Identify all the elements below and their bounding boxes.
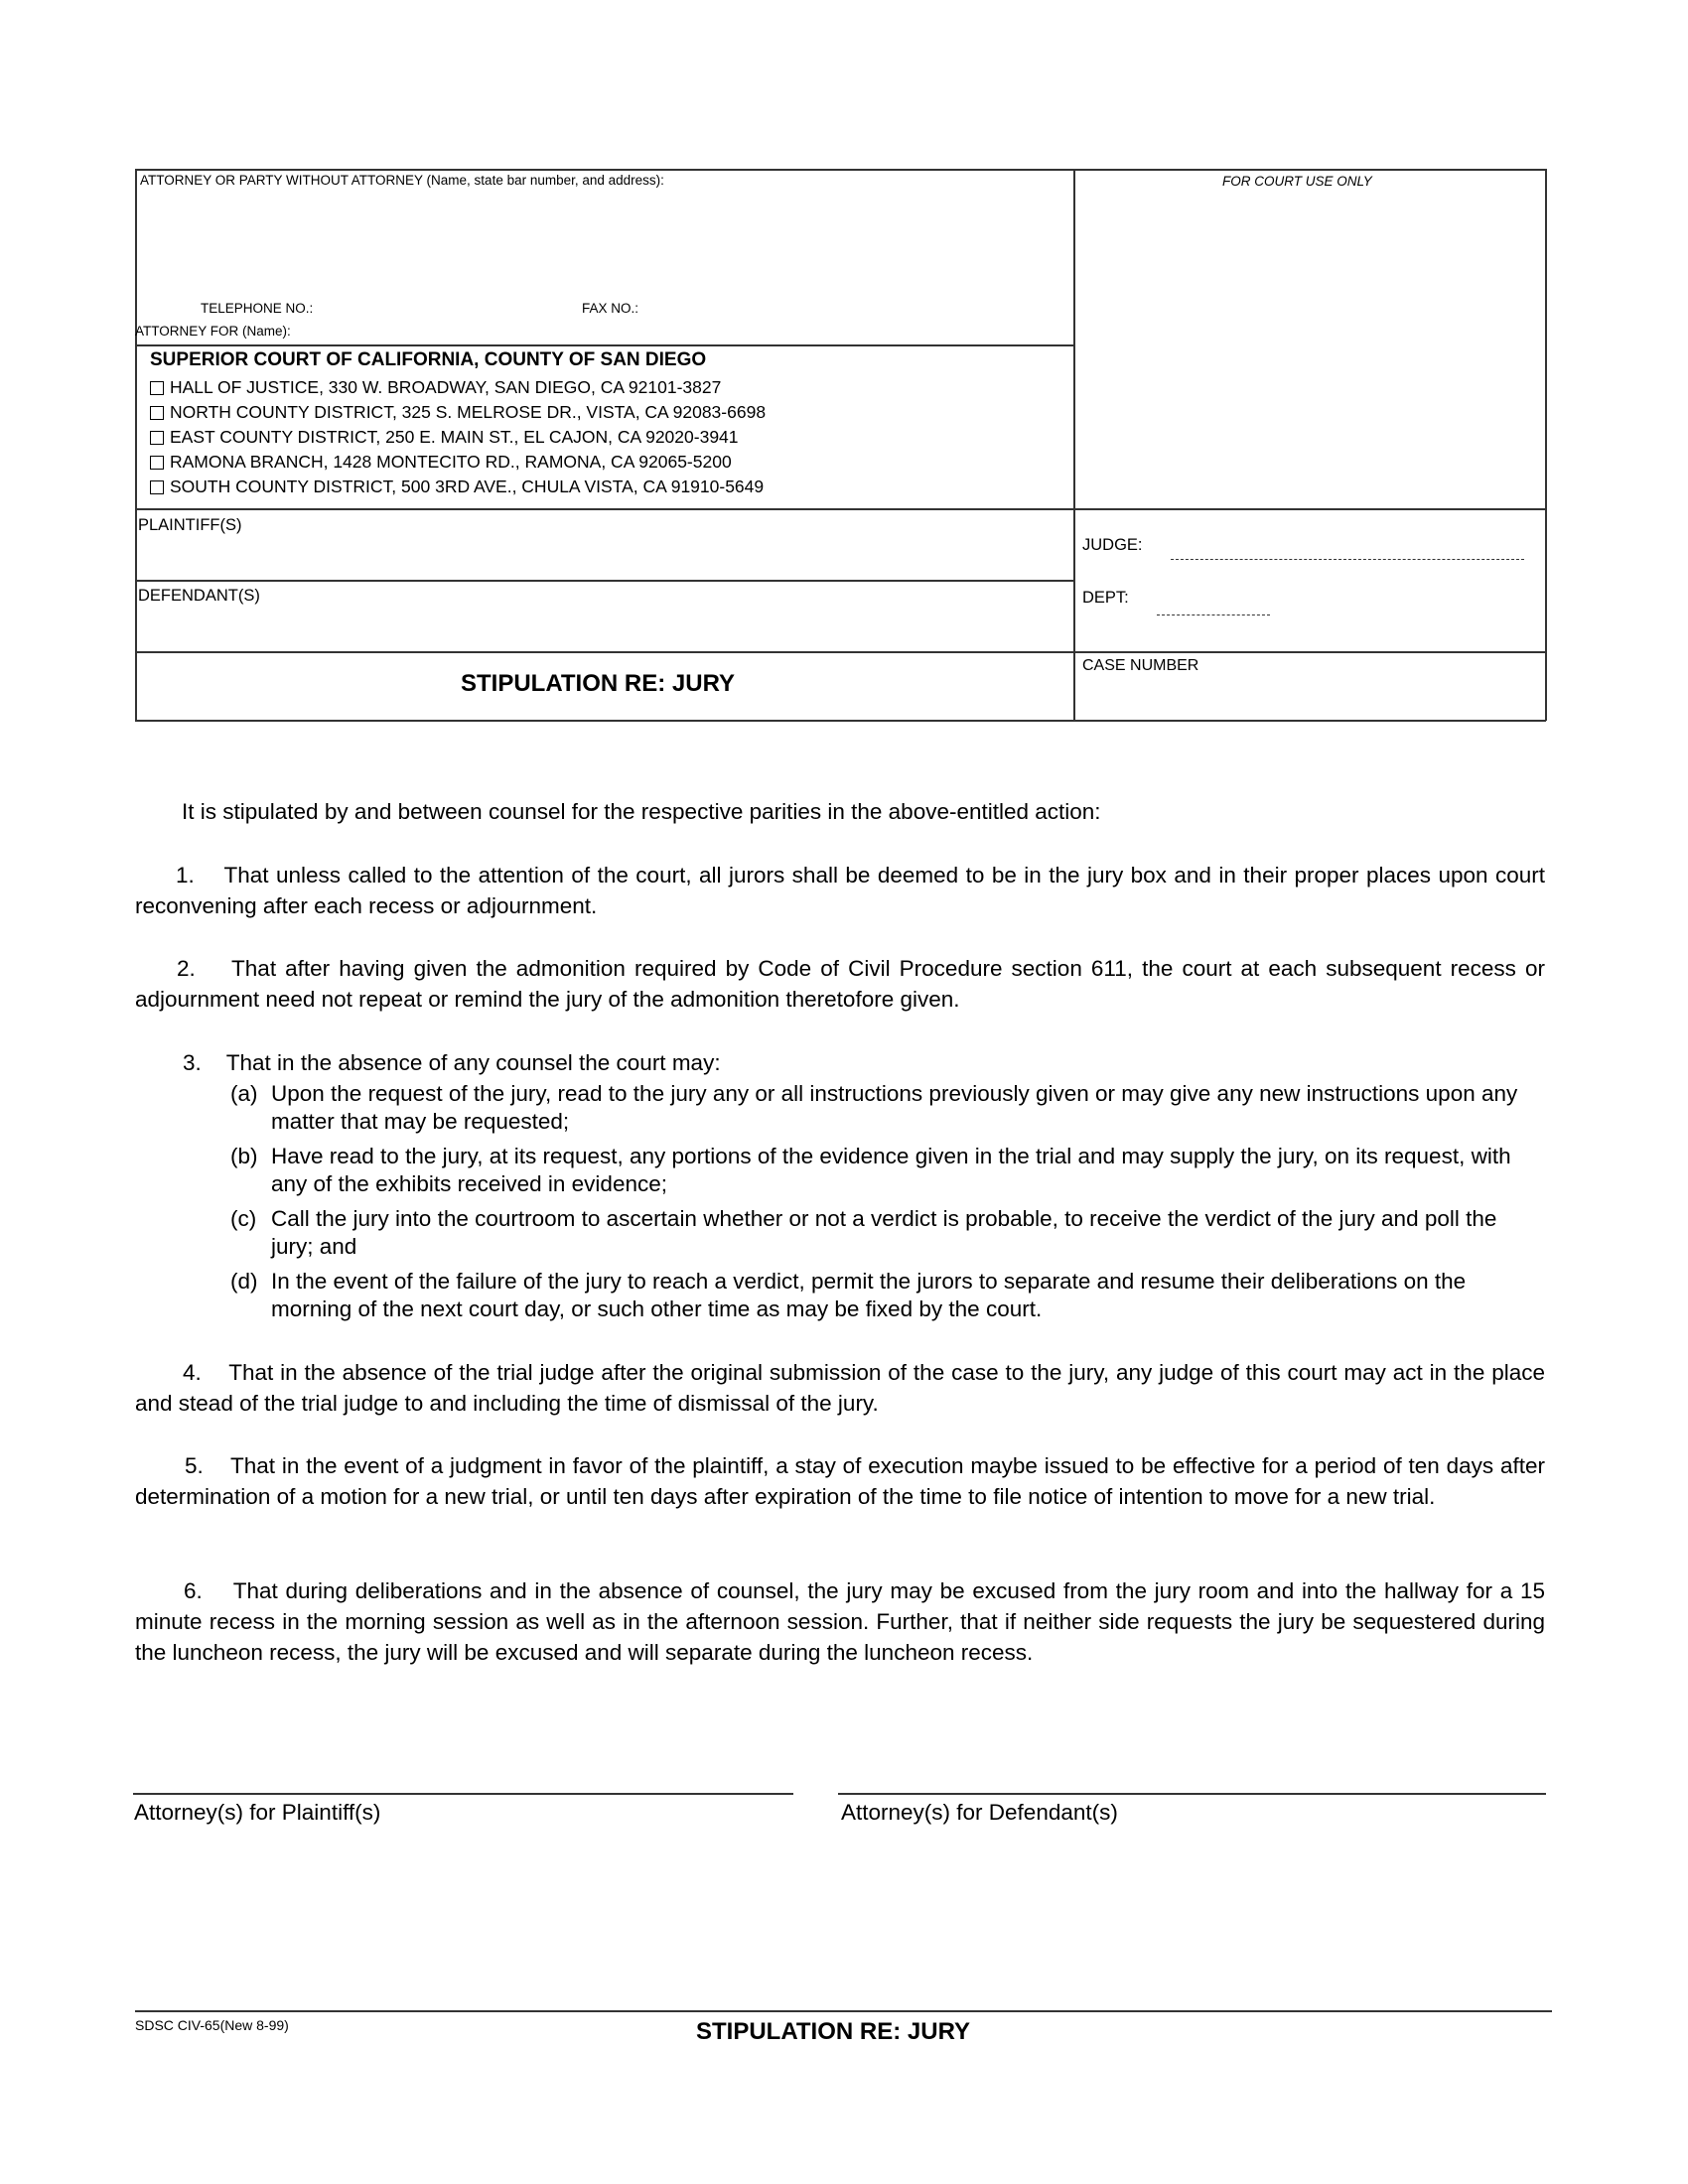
paragraph-4: 4. That in the absence of the trial judge after the original submission of the case to the jury, any judge of this court may act in the place and stead of the trial judge to and including the time of dismissal of the jury. [135,1360,1545,1416]
form-title: STIPULATION RE: JURY [461,670,736,697]
checkbox-icon[interactable] [150,381,164,395]
paragraph-1: 1. That unless called to the attention of the court, all jurors shall be deemed to be in the jury box and in their proper places upon court reconvening after each recess or adjournment. [135,863,1545,918]
attorney-label: ATTORNEY OR PARTY WITHOUT ATTORNEY (Name, state bar number, and address): [140,173,664,188]
court-location-north-county[interactable]: NORTH COUNTY DISTRICT, 325 S. MELROSE DR., VISTA, CA 92083-6698 [150,402,766,423]
footer-title: STIPULATION RE: JURY [696,2018,971,2045]
item-d-label: (d) [230,1269,258,1294]
checkbox-icon[interactable] [150,431,164,445]
item-a-label: (a) [230,1081,258,1106]
defendant-label: DEFENDANT(S) [138,587,260,605]
fax-label: FAX NO.: [582,301,639,316]
court-use-label: FOR COURT USE ONLY [1222,174,1372,189]
defendant-signature-line[interactable] [838,1793,1546,1795]
court-location-ramona[interactable]: RAMONA BRANCH, 1428 MONTECITO RD., RAMONA, CA 92065-5200 [150,452,732,473]
checkbox-icon[interactable] [150,406,164,420]
checkbox-icon[interactable] [150,480,164,494]
item-c-text: Call the jury into the courtroom to ascertain whether or not a verdict is probable, to receive the verdict of the jury and poll the jury; and [271,1206,1497,1259]
item-d-text: In the event of the failure of the jury to reach a verdict, permit the jurors to separate and resume their deliberations on the morning of the next court day, or such other time as may be fixed by the court. [271,1269,1467,1321]
attorney-for-label: ATTORNEY FOR (Name): [135,324,291,339]
intro-paragraph: It is stipulated by and between counsel for the respective parities in the above-entitled action: [182,799,1101,824]
item-a-text: Upon the request of the jury, read to the jury any or all instructions previously given or may give any new instructions upon any matter that may be requested; [271,1081,1518,1134]
court-location-south-county[interactable]: SOUTH COUNTY DISTRICT, 500 3RD AVE., CHULA VISTA, CA 91910-5649 [150,477,764,497]
paragraph-6: 6. That during deliberations and in the absence of counsel, the jury may be excused from the jury room and into the hallway for a 15 minute recess in the morning session as well as in the afternoon session. Further, that if neither side requests the jury be sequestered during the luncheon recess, the jury will be excused and will separate during the luncheon recess. [135,1578,1545,1665]
plaintiff-signature-line[interactable] [133,1793,793,1795]
dept-label: DEPT: [1082,589,1129,607]
court-title: SUPERIOR COURT OF CALIFORNIA, COUNTY OF SAN DIEGO [150,349,707,370]
court-location-hall-of-justice[interactable]: HALL OF JUSTICE, 330 W. BROADWAY, SAN DIEGO, CA 92101-3827 [150,377,721,398]
paragraph-5: 5. That in the event of a judgment in favor of the plaintiff, a stay of execution maybe issued to be effective for a period of ten days after determination of a motion for a new trial, or until ten days after expiration of the time to file notice of intention to move for a new trial. [135,1453,1545,1509]
paragraph-3: 3. That in the absence of any counsel the court may: [183,1050,721,1075]
judge-label: JUDGE: [1082,536,1143,554]
dept-field[interactable] [1157,614,1270,615]
form-code: SDSC CIV-65(New 8-99) [135,2017,289,2033]
plaintiff-signature-label: Attorney(s) for Plaintiff(s) [134,1800,381,1825]
checkbox-icon[interactable] [150,456,164,470]
case-number-label: CASE NUMBER [1082,657,1199,674]
item-b-label: (b) [230,1144,258,1168]
item-c-label: (c) [230,1206,257,1231]
plaintiff-label: PLAINTIFF(S) [138,516,242,534]
judge-field[interactable] [1171,559,1524,560]
footer-rule [135,2010,1552,2012]
telephone-label: TELEPHONE NO.: [201,301,314,316]
paragraph-2: 2. That after having given the admonition required by Code of Civil Procedure section 611, the court at each subsequent recess or adjournment need not repeat or remind the jury of the admonition theretofore given. [135,956,1545,1012]
item-b-text: Have read to the jury, at its request, any portions of the evidence given in the trial and may supply the jury, on its request, with any of the exhibits received in evidence; [271,1144,1511,1196]
court-location-east-county[interactable]: EAST COUNTY DISTRICT, 250 E. MAIN ST., EL CAJON, CA 92020-3941 [150,427,739,448]
defendant-signature-label: Attorney(s) for Defendant(s) [841,1800,1118,1825]
